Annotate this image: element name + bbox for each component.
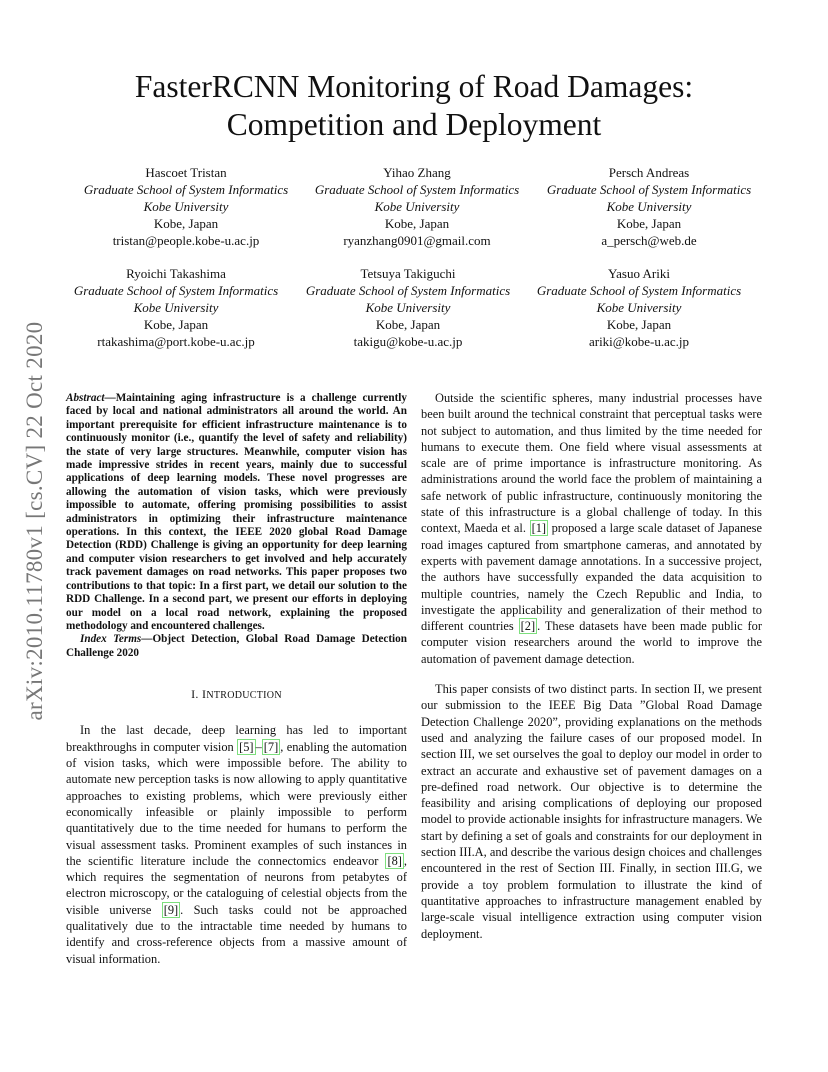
arxiv-sidebar-identifier xyxy=(20,286,50,756)
section-heading-introduction xyxy=(66,686,407,704)
arxiv-id-text: arXiv:2010.11780v1 [cs.CV] 22 Oct 2020 xyxy=(22,321,47,721)
author-location: Kobe, Japan xyxy=(375,317,441,332)
intro-paragraph xyxy=(66,722,407,966)
author-location: Kobe, Japan xyxy=(384,216,450,231)
author-university: Kobe University xyxy=(143,199,229,214)
author-university: Kobe University xyxy=(374,199,460,214)
citation-link[interactable]: [1] xyxy=(531,521,547,536)
author-email[interactable]: ryanzhang0901@gmail.com xyxy=(343,233,491,248)
author-location: Kobe, Japan xyxy=(606,317,672,332)
body-paragraph xyxy=(421,390,762,667)
author-university: Kobe University xyxy=(365,300,451,315)
author-university: Kobe University xyxy=(606,199,692,214)
section-numeral: I. xyxy=(191,687,203,702)
author-affiliation: Graduate School of System Informatics xyxy=(546,182,752,197)
author-affiliation: Graduate School of System Informatics xyxy=(83,182,289,197)
author-university: Kobe University xyxy=(596,300,682,315)
author-email[interactable]: rtakashima@port.kobe-u.ac.jp xyxy=(97,334,255,349)
text-run: , enabling the automation of vision tasks, which were impossible before. The ability to automate new perception tasks is now allowing to apply quantitative approaches to existing problems, which were previously either economically infeasible or plainly impossible to perform quantitatively due to the time needed for humans to perform the visual assessment tasks. Prominent examples of such instances in the scientific literature include the connectomics endeavor xyxy=(66,739,407,868)
abstract-body: —Maintaining aging infrastructure is a challenge currently faced by local and national administrators all around the world. An important prerequisite for efficient infrastructure maintenance is to continuously monitor (i.e., quantify the level of safety and reliability) the state of very large structures. Meanwhile, computer vision has made impressive strides in recent years, mainly due to successful applications of deep learning models. These novel progresses are allowing the automation of vision tasks, which were previously impossible to automate, offering promising possibilities to assist administrators in optimizing their infrastructure maintenance operations. In this context, the IEEE 2020 global Road Damage Detection (RDD) Challenge is giving an opportunity for deep learning and computer vision researchers to get involved and help accurately track pavement damages on road networks. This paper proposes two contributions to that topic: In a first part, we detail our solution to the RDD Challenge. In a second part, we present our efforts in deploying our model on a local road network, explaining the proposed methodology and encountered challenges. xyxy=(66,392,407,632)
author-email[interactable]: tristan@people.kobe-u.ac.jp xyxy=(112,233,260,248)
author-block xyxy=(302,164,532,249)
abstract-lead: Abstract xyxy=(66,392,105,404)
text-run: proposed a large scale dataset of Japanese road images captured from smartphone cameras, and annotated by experts with pavement damage annotations. In a successive project, the authors have successfully expanded the data acquisition to multiple countries, namely the Czech Republic and India, to investigate the applicability and generalization of their method to different countries xyxy=(421,521,763,634)
author-name: Persch Andreas xyxy=(608,165,690,180)
body-paragraph: This paper consists of two distinct parts. In section II, we present our submission to the IEEE Big Data ”Global Road Damage Detection Challenge 2020”, providing explanations on the methods used and analyzing the failure cases of our proposed model. In section III, we set ourselves the goal to deploy our model in order to extract an accurate and exhaustive set of pavement damages on a pre-defined road network. Our objective is to determine the feasibility and arising complications of deploying our proposed model to provide actionable insights for infrastructure managers. We start by defining a set of goals and constraints for our deployment in section III.A, and describe the various design choices and challenges encountered in the rest of Section III. Finally, in section III.G, we provide a toy problem formulation to illustrate the kind of quantitative approaches to infrastructure management enabled by large-scale visual intelligence extraction using computer vision deployment. xyxy=(421,682,762,941)
right-column xyxy=(421,390,762,942)
citation-link[interactable]: [9] xyxy=(163,902,179,917)
author-name: Tetsuya Takiguchi xyxy=(360,266,456,281)
author-name: Yihao Zhang xyxy=(383,165,451,180)
text-run: . Such tasks could not be approached qualitatively due to the intractable time needed by humans to identify and cross-reference objects from a massive amount of visual information. xyxy=(66,902,408,966)
author-affiliation: Graduate School of System Informatics xyxy=(73,283,279,298)
author-block xyxy=(534,164,764,249)
citation-link[interactable]: [7] xyxy=(263,739,279,754)
author-name: Yasuo Ariki xyxy=(608,266,670,281)
title-line-1: FasterRCNN Monitoring of Road Damages: xyxy=(134,69,694,104)
author-affiliation: Graduate School of System Informatics xyxy=(314,182,520,197)
author-location: Kobe, Japan xyxy=(153,216,219,231)
author-name: Hascoet Tristan xyxy=(145,165,227,180)
text-run: In the last decade, deep learning has led to important breakthroughs in computer vision xyxy=(66,723,407,754)
author-email[interactable]: ariki@kobe-u.ac.jp xyxy=(588,334,690,349)
author-university: Kobe University xyxy=(133,300,219,315)
text-run: . These datasets have been made public for computer vision researchers around the world to improve the automation of pavement damage detection. xyxy=(421,619,762,666)
abstract xyxy=(66,392,407,633)
index-terms xyxy=(66,633,407,660)
author-email[interactable]: takigu@kobe-u.ac.jp xyxy=(353,334,463,349)
author-email[interactable]: a_persch@web.de xyxy=(601,233,697,248)
author-block xyxy=(61,265,291,350)
text-run: Outside the scientific spheres, many industrial processes have been built around the technical constraint that perceptual tasks were not subject to automation, and thus limited by the time needed for humans to execute them. One field where visual assessments at scale are of prime importance is infrastructure monitoring. As administrations around the world face the problem of maintaining a safe network of public infrastructure, continuously monitoring the state of this infrastructure is a global challenge of today. In this context, Maeda et al. xyxy=(421,391,762,536)
author-location: Kobe, Japan xyxy=(616,216,682,231)
citation-link[interactable]: [2] xyxy=(520,619,536,634)
author-name: Ryoichi Takashima xyxy=(126,266,226,281)
title-line-2: Competition and Deployment xyxy=(226,107,602,142)
text-run: , which requires the segmentation of neurons from petabytes of electron microscopy, or the cataloguing of celestial objects from the visible universe xyxy=(66,853,407,917)
author-location: Kobe, Japan xyxy=(143,317,209,332)
text-run: – xyxy=(255,739,262,754)
index-terms-lead: Index Terms xyxy=(80,633,142,646)
author-affiliation: Graduate School of System Informatics xyxy=(536,283,742,298)
citation-link[interactable]: [5] xyxy=(239,739,254,754)
author-block xyxy=(71,164,301,249)
author-affiliation: Graduate School of System Informatics xyxy=(305,283,511,298)
index-terms-body: —Object Detection, Global Road Damage Detection Challenge 2020 xyxy=(66,633,407,659)
author-block xyxy=(293,265,523,350)
paper-title xyxy=(60,68,768,144)
section-title-rest: NTRODUCTION xyxy=(206,690,282,702)
section-first-letter: I xyxy=(202,687,207,702)
author-block xyxy=(524,265,754,350)
left-column xyxy=(66,392,407,967)
citation-link[interactable]: [8] xyxy=(387,853,402,868)
